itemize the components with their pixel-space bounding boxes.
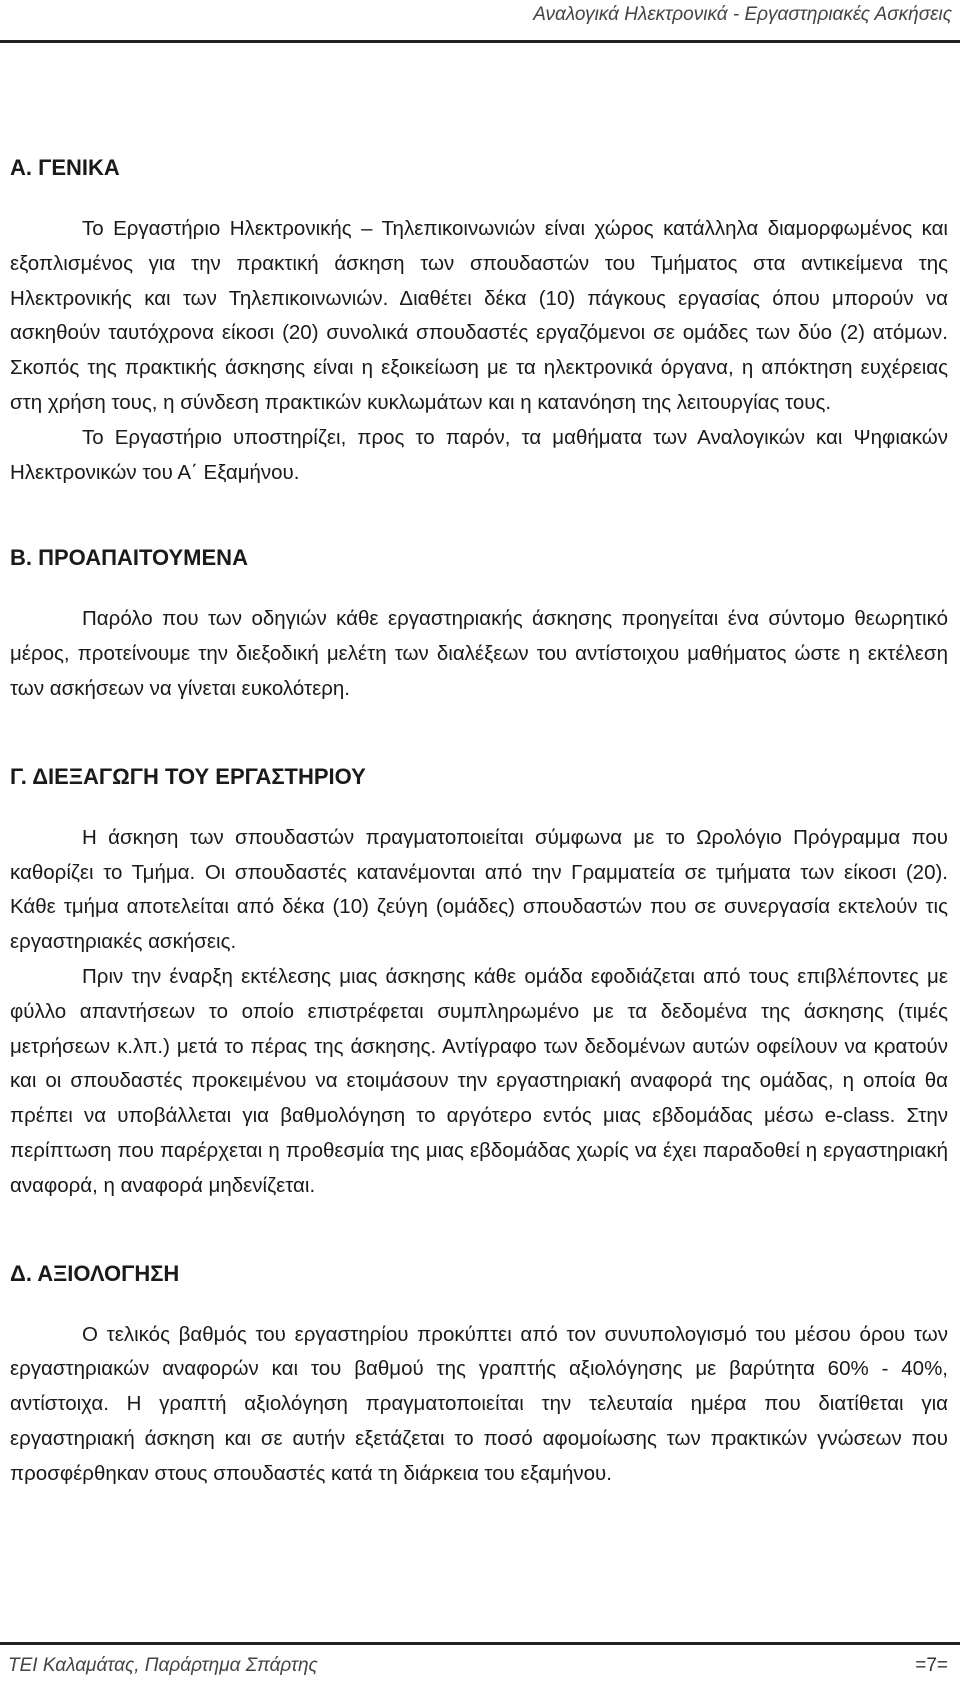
section-evaluation (10, 1256, 948, 1492)
page-footer (0, 1642, 960, 1691)
section-heading: Α. ΓΕΝΙΚΑ (10, 155, 120, 180)
section-paragraph: Παρόλο που των οδηγιών κάθε εργαστηριακής άσκησης προηγείται ένα σύντομο θεωρητικό μέρος, προτείνουμε την διεξοδική μελέτη των διαλέξεων του αντίστοιχου μαθήματος ώστε η εκτέλεση των ασκήσεων να γίνεται ευκολότερη. (10, 607, 948, 700)
section-conduct (10, 759, 948, 1204)
section-heading: Γ. ΔΙΕΞΑΓΩΓΗ ΤΟΥ ΕΡΓΑΣΤΗΡΙΟΥ (10, 763, 366, 789)
document-body (10, 150, 948, 1492)
section-heading: Β. ΠΡΟΑΠΑΙΤΟΥΜΕΝΑ (10, 545, 248, 571)
running-header-title: Αναλογικά Ηλεκτρονικά - Εργαστηριακές Ασκήσεις (533, 4, 952, 25)
section-paragraph: Το Εργαστήριο Ηλεκτρονικής – Τηλεπικοινωνιών είναι χώρος κατάλληλα διαμορφωμένος και εξοπλισμένος για την πρακτική άσκηση των σπουδαστών του Τμήματος στα αντικείμενα της Ηλεκτρονικής και των Τηλεπικοινωνιών. Διαθέτει δέκα (10) πάγκους εργασίας όπου μπορούν να ασκηθούν ταυτόχρονα είκοσι (20) συνολικά σπουδαστές εργαζόμενοι σε ομάδες των δύο (2) ατόμων. Σκοπός της πρακτικής άσκησης είναι η εξοικείωση με τα ηλεκτρονικά όργανα, η απόκτηση ευχέρειας στη χρήση τους, η σύνδεση πρακτικών κυκλωμάτων και η κατανόηση της λειτουργίας τους. (10, 217, 948, 414)
section-prerequisites (10, 540, 948, 706)
footer-institution: ΤΕΙ Καλαμάτας, Παράρτημα Σπάρτης (8, 1655, 318, 1676)
section-heading: Δ. ΑΞΙΟΛΟΓΗΣΗ (10, 1260, 180, 1286)
section-paragraph: Η άσκηση των σπουδαστών πραγματοποιείται σύμφωνα με το Ωρολόγιο Πρόγραμμα που καθορίζει το Τμήμα. Οι σπουδαστές κατανέμονται από την Γραμματεία σε τμήματα των είκοσι (20). Κάθε τμήμα αποτελείται από δέκα (10) ζεύγη (ομάδες) σπουδαστών που σε συνεργασία εκτελούν τις εργαστηριακές ασκήσεις. (10, 825, 948, 954)
page-header (0, 0, 960, 43)
section-paragraph: Ο τελικός βαθμός του εργαστηρίου προκύπτει από τον συνυπολογισμό του μέσου όρου των εργαστηριακών αναφορών και του βαθμού της γραπτής αξιολόγησης με βαρύτητα 60% - 40%, αντίστοιχα. Η γραπτή αξιολόγηση πραγματοποιείται την τελευταία ημέρα που διατίθεται για εργαστηριακή άσκηση και σε αυτήν εξετάζεται το ποσό αφομοίωσης των πρακτικών γνώσεων που προσφέρθηκαν στους σπουδαστές κατά τη διάρκεια του εξαμήνου. (10, 1322, 948, 1485)
page-number: =7= (915, 1655, 948, 1676)
section-paragraph: Πριν την έναρξη εκτέλεσης μιας άσκησης κάθε ομάδα εφοδιάζεται από τους επιβλέποντες με φύλλο απαντήσεων το οποίο επιστρέφεται συμπληρωμένο με τα δεδομένα της άσκησης (τιμές μετρήσεων κ.λπ.) μετά το πέρας της άσκησης. Αντίγραφο των δεδομένων αυτών οφείλουν να κρατούν και οι σπουδαστές προκειμένου να ετοιμάσουν την εργαστηριακή αναφορά της ομάδας, η οποία θα πρέπει να υποβάλλεται για βαθμολόγηση το αργότερο εντός μιας εβδομάδας μέσω e-class. Στην περίπτωση που παρέρχεται η προθεσμία της μιας εβδομάδας χωρίς να έχει παραδοθεί η εργαστηριακή αναφορά, η αναφορά μηδενίζεται. (10, 964, 948, 1197)
section-general (10, 150, 948, 490)
section-paragraph: Το Εργαστήριο υποστηρίζει, προς το παρόν, τα μαθήματα των Αναλογικών και Ψηφιακών Ηλεκτρονικών του Α΄ Εξαμήνου. (10, 425, 948, 484)
